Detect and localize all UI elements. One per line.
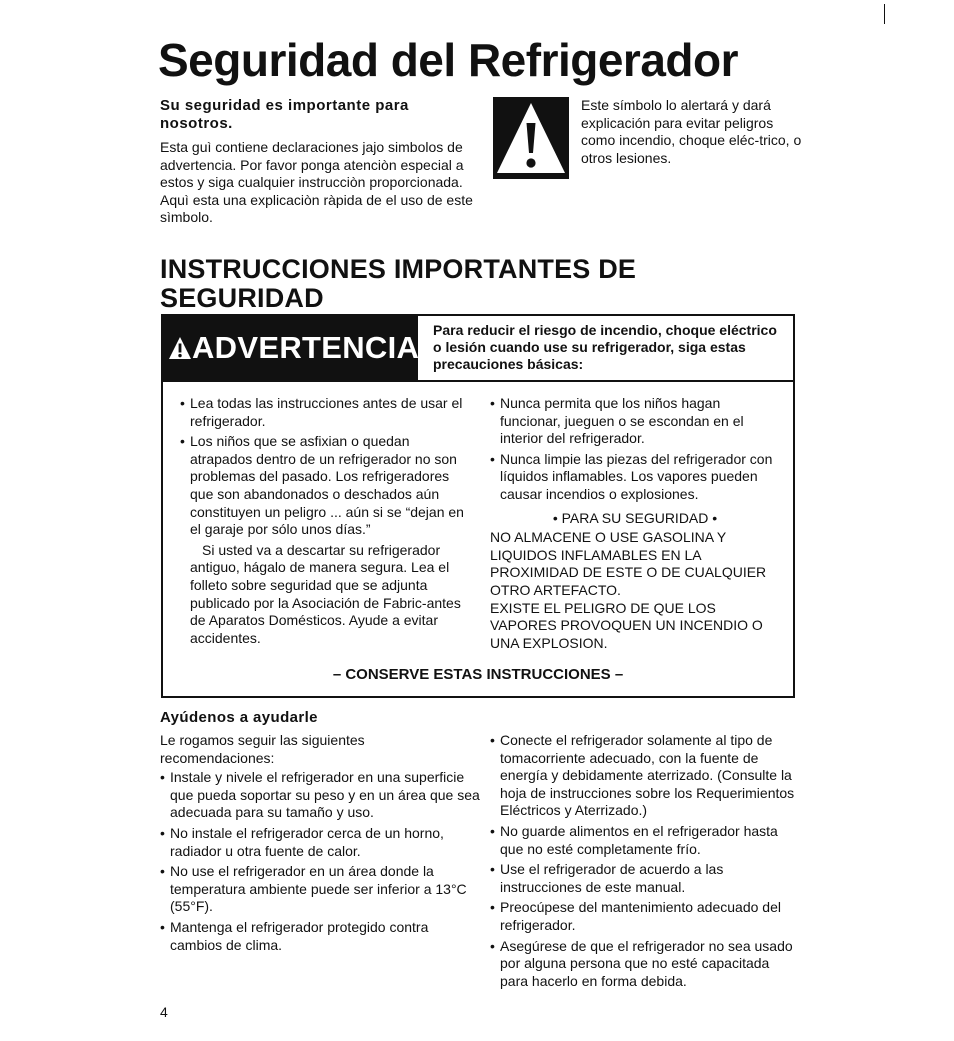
- list-item: • Nunca permita que los niños hagan funcionar, jueguen o se escondan en el interior del refrigerador.: [490, 395, 780, 448]
- warning-divider: [163, 380, 793, 382]
- list-item: • Asegúrese de que el refrigerador no sea usado por alguna persona que no esté capacitada para hacerlo en forma debida.: [490, 938, 800, 991]
- symbol-explanation: Este símbolo lo alertará y dará explicación para evitar peligros como incendio, choque eléc-trico, o otros lesiones.: [581, 97, 802, 166]
- help-right-column: [490, 732, 800, 993]
- list-item: • No instale el refrigerador cerca de un horno, radiador u otra fuente de calor.: [160, 825, 480, 860]
- page-title: Seguridad del Refrigerador: [158, 34, 739, 86]
- list-item-continuation: Si usted va a descartar su refrigerador antiguo, hágalo de manera segura. Lea el folleto sobre seguridad que se adjunta publicado por la Asociación de Fabric-antes de Aparatos Domésticos. Ayude a evitar accidentes.: [190, 541, 461, 646]
- warning-lead: Para reducir el riesgo de incendio, choque eléctrico o lesión cuando use su refrigerador, siga estas precauciones básicas:: [433, 322, 777, 372]
- warning-banner-text: ADVERTENCIA: [192, 330, 420, 365]
- list-item: • Mantenga el refrigerador protegido contra cambios de clima.: [160, 919, 480, 954]
- warning-right-column: [490, 395, 780, 652]
- help-intro: Le rogamos seguir las siguientes recomendaciones:: [160, 732, 365, 766]
- conserve-instructions: – CONSERVE ESTAS INSTRUCCIONES –: [332, 666, 624, 683]
- intro-subhead: Su seguridad es importante para nosotros.: [160, 97, 409, 132]
- warning-banner-label: [168, 316, 418, 380]
- help-left-column: [160, 732, 480, 957]
- page-number: 4: [160, 1004, 168, 1020]
- list-item: • Nunca limpie las piezas del refrigerador con líquidos inflamables. Los vapores pueden causar incendios o explosiones.: [490, 451, 780, 504]
- safety-text: EXISTE EL PELIGRO DE QUE LOS VAPORES PROVOQUEN UN INCENDIO O UNA EXPLOSION.: [490, 599, 763, 651]
- list-item: • Lea todas las instrucciones antes de usar el refrigerador.: [180, 395, 470, 430]
- safety-heading: • PARA SU SEGURIDAD •: [552, 509, 718, 526]
- warning-triangle-icon: [493, 97, 569, 179]
- list-item: • No use el refrigerador en un área donde la temperatura ambiente puede ser inferior a 13°C (55°F).: [160, 863, 480, 916]
- warning-triangle-icon: [168, 318, 192, 382]
- section-heading-help: Ayúdenos a ayudarle: [160, 709, 318, 726]
- intro-text: Esta guì contiene declaraciones jajo simbolos de advertencia. Por favor ponga atenciòn especial a estos y siga cualquier instrucciòn proporcionada. Aquì esta una explicaciòn ràpida de el uso de este sìmbolo.: [160, 139, 473, 226]
- list-item: • Instale y nivele el refrigerador en una superficie que pueda soportar su peso y en un área que sea adecuada para su tamaño y uso.: [160, 769, 480, 822]
- section-heading-instructions: INSTRUCCIONES IMPORTANTES DE SEGURIDAD: [160, 254, 637, 313]
- list-item: • Los niños que se asfixian o quedan atrapados dentro de un refrigerador no son problemas del pasado. Los refrigeradores que son abandonados o deschados aún constituyen un peligro ... aún si se “dejan en el garaje por sólo unos días.”: [180, 433, 470, 539]
- list-item: • Use el refrigerador de acuerdo a las instrucciones de este manual.: [490, 861, 800, 896]
- page-edge-rule: [884, 4, 885, 24]
- list-item: • Preocúpese del mantenimiento adecuado del refrigerador.: [490, 899, 800, 934]
- list-item: • Conecte el refrigerador solamente al tipo de tomacorriente adecuado, con la fuente de energía y debidamente aterrizado. (Consulte la hoja de instrucciones sobre los Requerimientos Eléctricos y Aterrizado.): [490, 732, 800, 820]
- list-item: • No guarde alimentos en el refrigerador hasta que no esté completamente frío.: [490, 823, 800, 858]
- warning-left-column: [180, 395, 470, 647]
- safety-text: NO ALMACENE O USE GASOLINA Y LIQUIDOS INFLAMABLES EN LA PROXIMIDAD DE ESTE O DE CUALQUIER OTRO ARTEFACTO.: [490, 529, 767, 598]
